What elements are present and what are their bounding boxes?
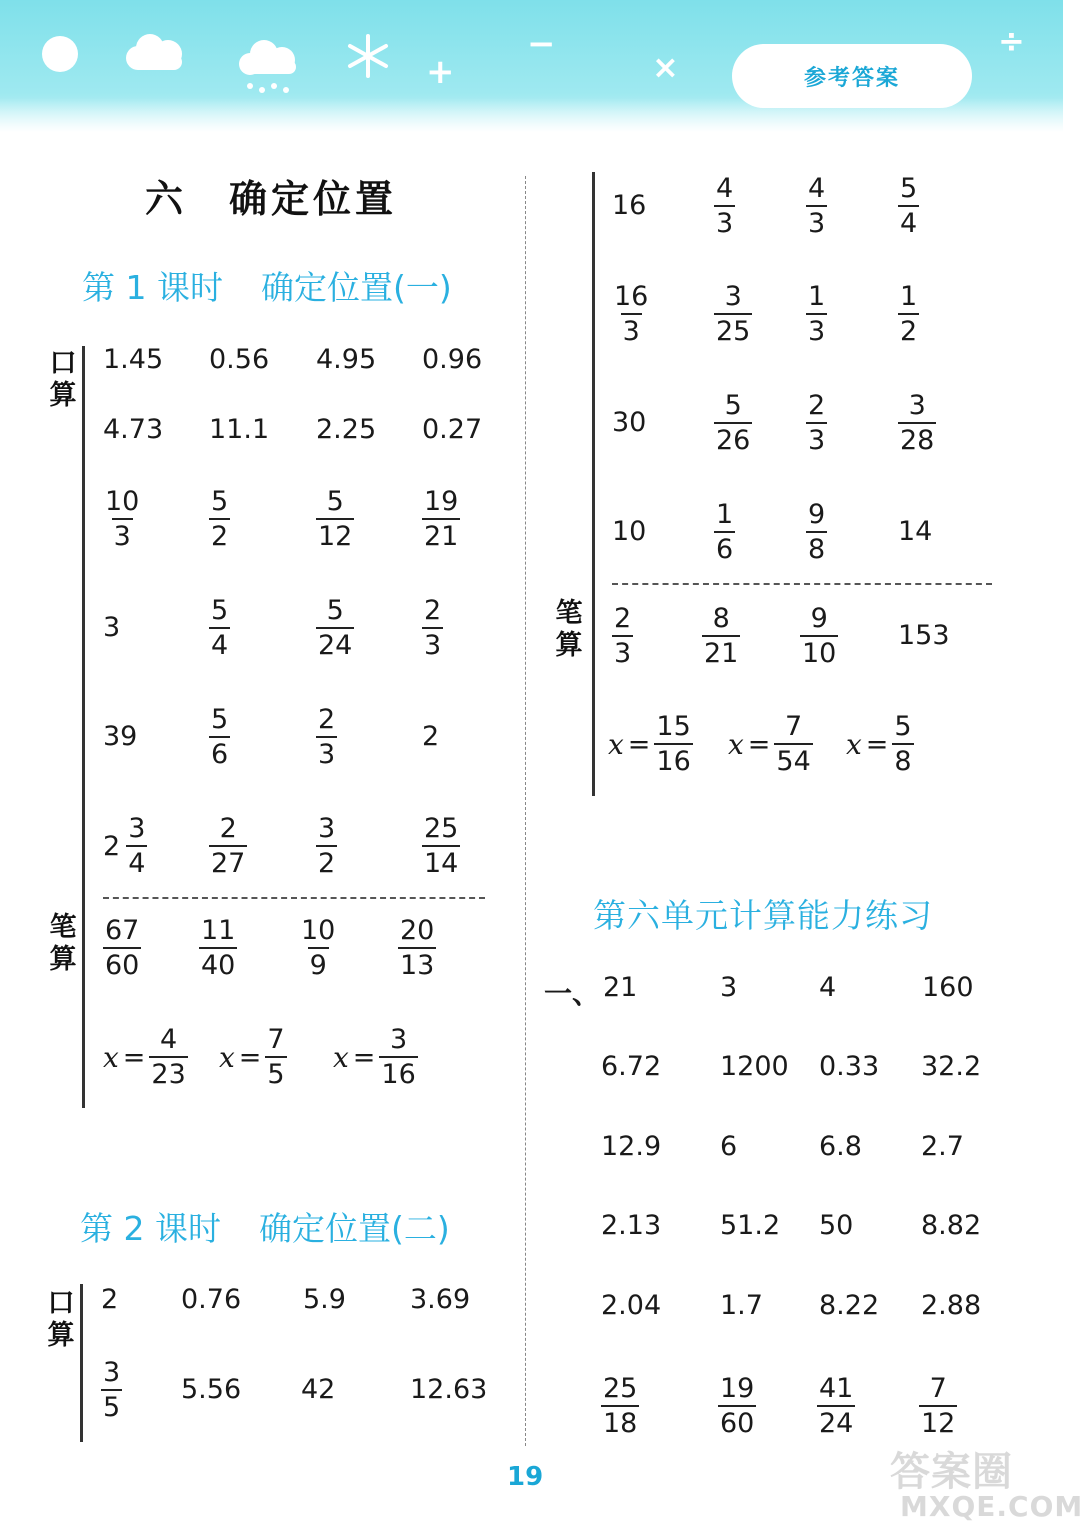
fraction: $\frac{5}{4}$ — [900, 173, 918, 239]
answer-cell: 1.45 — [103, 344, 164, 375]
lesson1-oral-row1 — [103, 344, 503, 384]
fraction: $\frac{2}{3}$ — [424, 595, 442, 661]
lesson1-oral-row4 — [103, 594, 503, 666]
fraction: $\frac{5}{2}$ — [211, 486, 229, 552]
fraction: $\frac{19}{21}$ — [424, 486, 459, 552]
answer-cell: 1.7 — [720, 1290, 763, 1321]
unit-practice-title: 第六单元计算能力练习 — [593, 896, 933, 935]
fraction: $\frac{5}{24}$ — [318, 595, 353, 661]
answer-cell: 0.27 — [422, 414, 483, 445]
unit-row5 — [601, 1290, 1021, 1330]
fraction: $\frac{25}{14}$ — [424, 813, 459, 879]
answer-cell: 30 — [612, 407, 647, 438]
plus-symbol: + — [426, 52, 455, 92]
fraction: $\frac{10}{9}$ — [301, 915, 336, 981]
answer-cell: 3 — [103, 612, 121, 643]
lesson1-written-row2 — [103, 1023, 503, 1095]
answer-cell: 2.13 — [601, 1210, 662, 1241]
answer-cell: 2 — [422, 721, 440, 752]
fraction: $\frac{5}{4}$ — [211, 595, 229, 661]
unit-row4 — [601, 1210, 1021, 1250]
column-divider — [525, 176, 526, 1446]
lesson2-oral-label: 口算 — [47, 1288, 75, 1351]
lesson1-name: 确定位置(一) — [260, 268, 452, 307]
watermark-url: MXQE.COM — [900, 1490, 1083, 1523]
question-prefix: 一、 — [544, 977, 601, 1010]
answer-cell: 2.04 — [601, 1290, 662, 1321]
sun-icon — [42, 36, 78, 72]
fraction: $\frac{67}{60}$ — [105, 915, 140, 981]
lesson1-oral-row2 — [103, 414, 503, 454]
lesson2-title — [80, 1203, 450, 1250]
answer-cell: 2.7 — [921, 1131, 964, 1162]
right-written-row1 — [612, 602, 1012, 674]
fraction: $\frac{25}{18}$ — [603, 1373, 638, 1439]
fraction: $\frac{2}{3}$ — [318, 704, 336, 770]
equation: x = $\frac{15}{16}$ — [608, 711, 691, 777]
answer-cell: 8.22 — [819, 1290, 880, 1321]
answer-cell: 153 — [898, 620, 950, 651]
fraction: $\frac{10}{3}$ — [105, 486, 140, 552]
equation: x = $\frac{7}{54}$ — [728, 711, 811, 777]
right-row1 — [612, 172, 1012, 244]
fraction: $\frac{19}{60}$ — [720, 1373, 755, 1439]
fraction: $\frac{9}{10}$ — [802, 603, 837, 669]
fraction: $\frac{3}{2}$ — [318, 813, 336, 879]
weather-icons — [40, 34, 340, 104]
answer-cell: 5.9 — [303, 1284, 346, 1315]
lesson1-written-label: 笔算 — [49, 912, 77, 975]
answer-cell: 39 — [103, 721, 138, 752]
answer-cell: 11.1 — [209, 414, 270, 445]
answer-cell: 3.69 — [410, 1284, 471, 1315]
fraction: $\frac{20}{13}$ — [400, 915, 435, 981]
equation: x = $\frac{4}{23}$ — [103, 1024, 186, 1090]
answer-cell: 5.56 — [181, 1374, 242, 1405]
answer-cell: 0.96 — [422, 344, 483, 375]
answer-cell: 6 — [720, 1131, 738, 1162]
fraction: $\frac{9}{8}$ — [808, 499, 826, 565]
answer-key-badge: 参考答案 — [732, 44, 972, 108]
answer-cell: 0.56 — [209, 344, 270, 375]
right-row4 — [612, 498, 1012, 570]
equation: x = $\frac{5}{8}$ — [846, 711, 912, 777]
lesson1-oral-row6 — [103, 812, 503, 884]
answer-cell: 4.73 — [103, 414, 164, 445]
cloud-icon — [126, 34, 182, 70]
snowflake-icon — [344, 32, 392, 80]
fraction: $\frac{5}{26}$ — [716, 390, 751, 456]
lesson1-bracket-line — [82, 346, 85, 1108]
fraction: $\frac{7}{12}$ — [921, 1373, 956, 1439]
answer-cell: 4.95 — [316, 344, 377, 375]
answer-cell: 0.33 — [819, 1051, 880, 1082]
fraction: $\frac{3}{28}$ — [900, 390, 935, 456]
answer-cell: 160 — [922, 972, 974, 1003]
fraction: $\frac{1}{2}$ — [900, 281, 918, 347]
fraction: $\frac{16}{3}$ — [614, 281, 649, 347]
answer-cell: 8.82 — [921, 1210, 982, 1241]
right-written-label: 笔算 — [555, 598, 583, 661]
fraction: $\frac{3}{5}$ — [103, 1357, 121, 1423]
mixed-number: 2 $\frac{3}{4}$ — [103, 813, 146, 879]
minus-symbol: − — [527, 24, 556, 64]
lesson2-bracket-line — [80, 1284, 83, 1442]
unit-row1 — [603, 972, 1023, 1012]
unit-row3 — [601, 1131, 1021, 1171]
fraction: $\frac{4}{3}$ — [716, 173, 734, 239]
fraction: $\frac{2}{3}$ — [808, 390, 826, 456]
answer-cell: 14 — [898, 516, 933, 547]
lesson1-title — [82, 262, 452, 309]
lesson2-number: 第 2 课时 — [80, 1209, 221, 1248]
right-written-row2 — [608, 710, 1008, 782]
answer-cell: 10 — [612, 516, 647, 547]
answer-cell: 42 — [301, 1374, 336, 1405]
fraction: $\frac{2}{3}$ — [614, 603, 632, 669]
fraction: $\frac{5}{12}$ — [318, 486, 353, 552]
lesson1-written-row1 — [103, 914, 503, 986]
fraction: $\frac{3}{25}$ — [716, 281, 751, 347]
unit-row6 — [601, 1372, 1021, 1444]
answer-cell: 2.88 — [921, 1290, 982, 1321]
right-row2 — [612, 280, 1012, 352]
fraction: $\frac{1}{3}$ — [808, 281, 826, 347]
answer-cell: 3 — [720, 972, 738, 1003]
fraction: $\frac{2}{27}$ — [211, 813, 246, 879]
fraction: $\frac{4}{3}$ — [808, 173, 826, 239]
answer-cell: 12.63 — [410, 1374, 488, 1405]
fraction: $\frac{5}{6}$ — [211, 704, 229, 770]
chapter-title: 六 确定位置 — [145, 177, 398, 221]
lesson1-oral-row3 — [103, 485, 503, 557]
lesson1-oral-row5 — [103, 703, 503, 775]
answer-cell: 21 — [603, 972, 638, 1003]
answer-cell: 12.9 — [601, 1131, 662, 1162]
fraction: $\frac{41}{24}$ — [819, 1373, 854, 1439]
unit-row2 — [601, 1051, 1021, 1091]
answer-cell: 6.8 — [819, 1131, 862, 1162]
section-divider — [612, 583, 992, 585]
divide-symbol: ÷ — [998, 22, 1025, 60]
lesson2-oral-row2 — [101, 1356, 501, 1428]
answer-cell: 1200 — [720, 1051, 789, 1082]
lesson2-name: 确定位置(二) — [258, 1209, 450, 1248]
answer-cell: 32.2 — [921, 1051, 982, 1082]
answer-cell: 50 — [819, 1210, 854, 1241]
times-symbol: × — [652, 48, 679, 86]
equation: x = $\frac{7}{5}$ — [219, 1024, 285, 1090]
answer-cell: 2 — [101, 1284, 119, 1315]
answer-cell: 16 — [612, 190, 647, 221]
fraction: $\frac{1}{6}$ — [716, 499, 734, 565]
answer-cell: 4 — [819, 972, 837, 1003]
answer-cell: 0.76 — [181, 1284, 242, 1315]
equation: x = $\frac{3}{16}$ — [333, 1024, 416, 1090]
section-divider — [103, 897, 485, 899]
right-bracket-line — [592, 172, 595, 796]
right-row3 — [612, 389, 1012, 461]
lesson2-oral-row1 — [101, 1284, 501, 1324]
answer-cell: 2.25 — [316, 414, 377, 445]
answer-cell: 6.72 — [601, 1051, 662, 1082]
answer-cell: 51.2 — [720, 1210, 781, 1241]
fraction: $\frac{8}{21}$ — [704, 603, 739, 669]
lesson1-oral-label: 口算 — [49, 348, 77, 411]
lesson1-number: 第 1 课时 — [82, 268, 223, 307]
page-number: 19 — [507, 1462, 544, 1492]
fraction: $\frac{11}{40}$ — [201, 915, 236, 981]
rain-cloud-icon — [239, 40, 296, 93]
watermark-logo: 答案圈 — [890, 1449, 1013, 1495]
